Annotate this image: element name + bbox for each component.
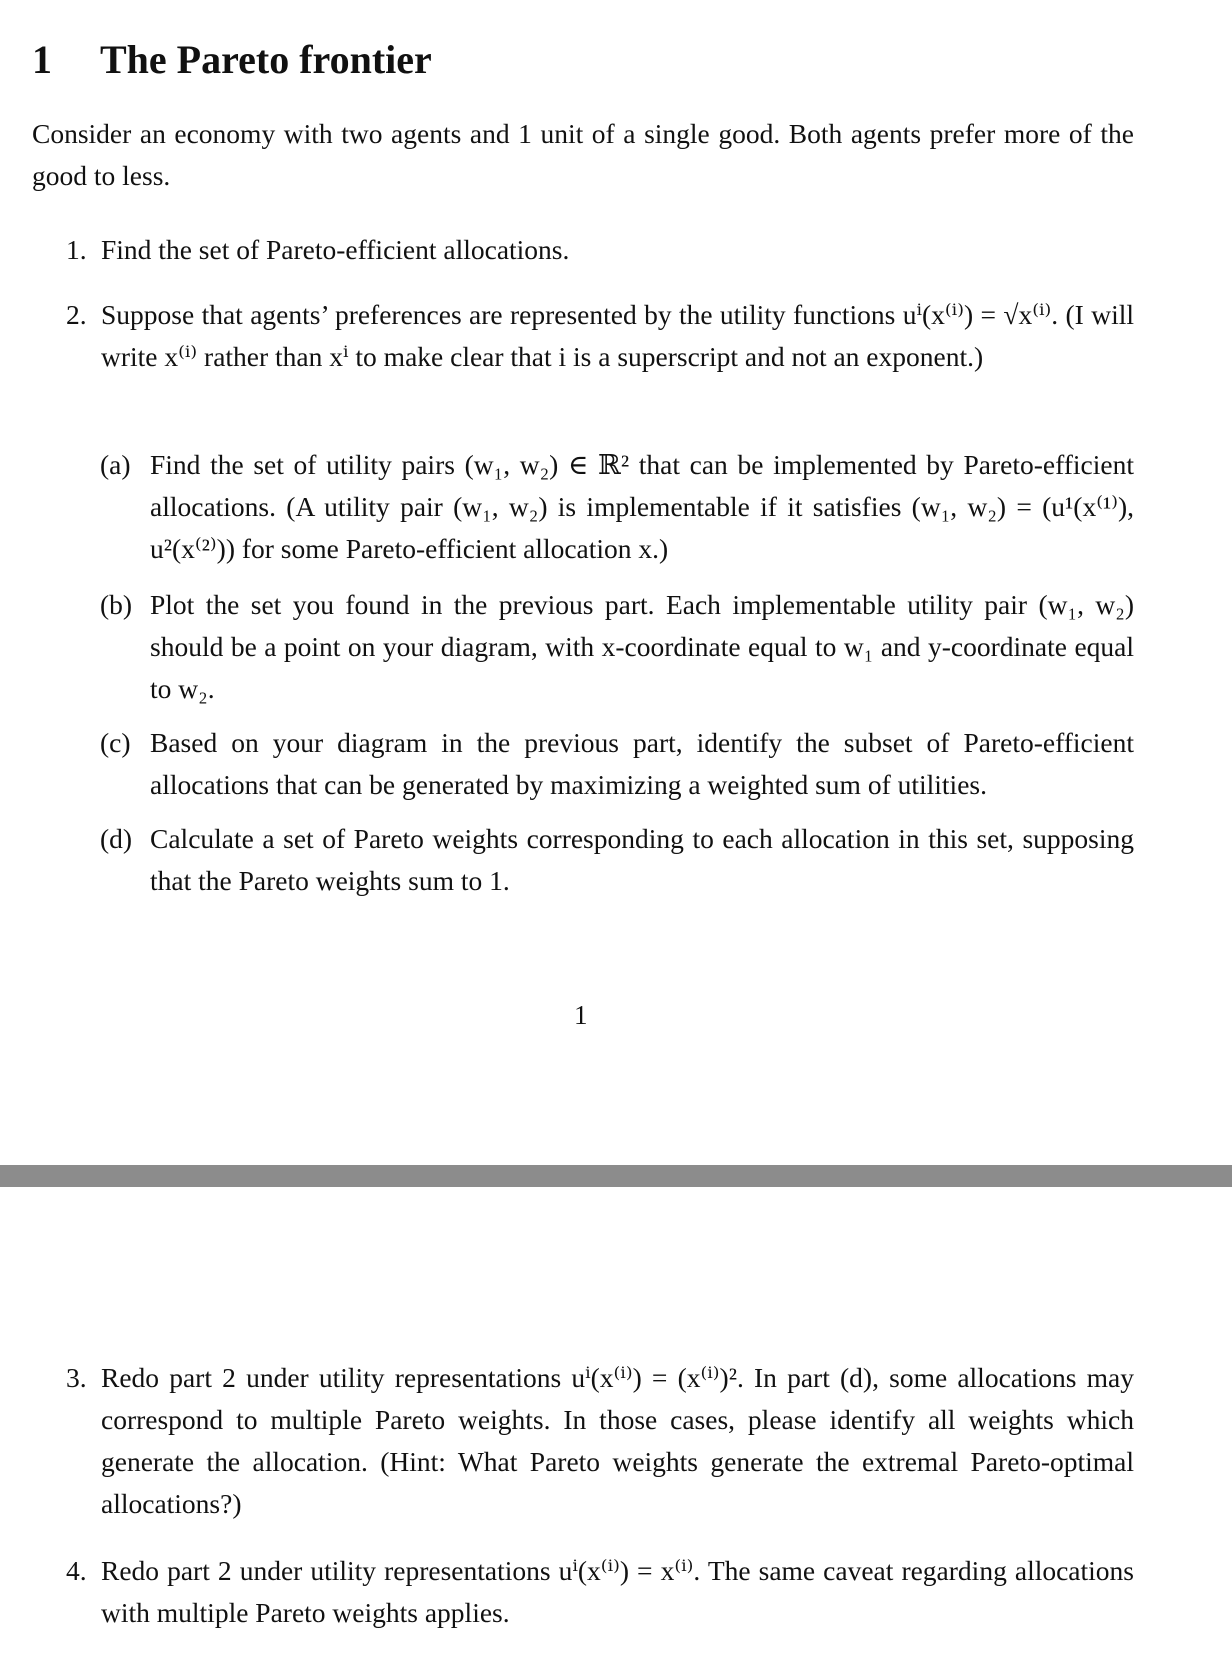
sub-item-text: Plot the set you found in the previous part. Each implementable utility pair (w₁, w₂) should be a point on your diagram, with x-coordinate equal to w₁ and y-coordinate equal to w₂.: [150, 589, 1134, 704]
sub-item-label: (b): [100, 589, 133, 620]
sub-item: [100, 584, 1134, 710]
list-item-text: Redo part 2 under utility representations uⁱ(x⁽ⁱ⁾) = x⁽ⁱ⁾. The same caveat regarding allocations with multiple Pareto weights applies.: [101, 1555, 1134, 1628]
list-item-label: 1.: [66, 234, 87, 265]
sub-item: [100, 444, 1134, 570]
list-item-label: 4.: [66, 1555, 87, 1586]
list-item-label: 3.: [66, 1362, 87, 1393]
list-item: [66, 1550, 1134, 1634]
sub-item-text: Calculate a set of Pareto weights corresponding to each allocation in this set, supposing that the Pareto weights sum to 1.: [150, 823, 1134, 896]
intro-paragraph: Consider an economy with two agents and 1 unit of a single good. Both agents prefer more of the good to less.: [32, 118, 1134, 191]
list-item-text: Suppose that agents’ preferences are represented by the utility functions uⁱ(x⁽ⁱ⁾) = √x⁽ⁱ⁾. (I will write x⁽ⁱ⁾ rather than xⁱ to make clear that i is a superscript and not an exponent.): [101, 299, 1134, 372]
list-item-text: Find the set of Pareto-efficient allocations.: [101, 234, 570, 265]
list-item: [66, 229, 1134, 271]
list-item: [66, 1357, 1134, 1525]
section-title: The Pareto frontier: [100, 37, 432, 82]
section-number: 1: [32, 37, 52, 82]
list-item-label: 2.: [66, 299, 87, 330]
sub-item: [100, 818, 1134, 902]
list-item-text: Redo part 2 under utility representations uⁱ(x⁽ⁱ⁾) = (x⁽ⁱ⁾)². In part (d), some allocations may correspond to multiple Pareto weights. In those cases, please identify all weights which generate the allocation. (Hint: What Pareto weights generate the extremal Pareto-optimal allocations?): [101, 1362, 1134, 1519]
list-item: [66, 294, 1134, 378]
sub-item: [100, 722, 1134, 806]
page-break-divider: [0, 1165, 1232, 1187]
sub-item-label: (c): [100, 727, 131, 758]
sub-item-text: Based on your diagram in the previous part, identify the subset of Pareto-efficient allocations that can be generated by maximizing a weighted sum of utilities.: [150, 727, 1134, 800]
section-heading: [32, 36, 432, 83]
sub-item-label: (d): [100, 823, 133, 854]
page-number: 1: [574, 1000, 588, 1030]
sub-item-text: Find the set of utility pairs (w₁, w₂) ∈ ℝ² that can be implemented by Pareto-efficient allocations. (A utility pair (w₁, w₂) is implementable if it satisfies (w₁, w₂) = (u¹(x⁽¹⁾), u²(x⁽²⁾)) for some Pareto-efficient allocation x.): [150, 449, 1134, 564]
sub-item-label: (a): [100, 449, 131, 480]
